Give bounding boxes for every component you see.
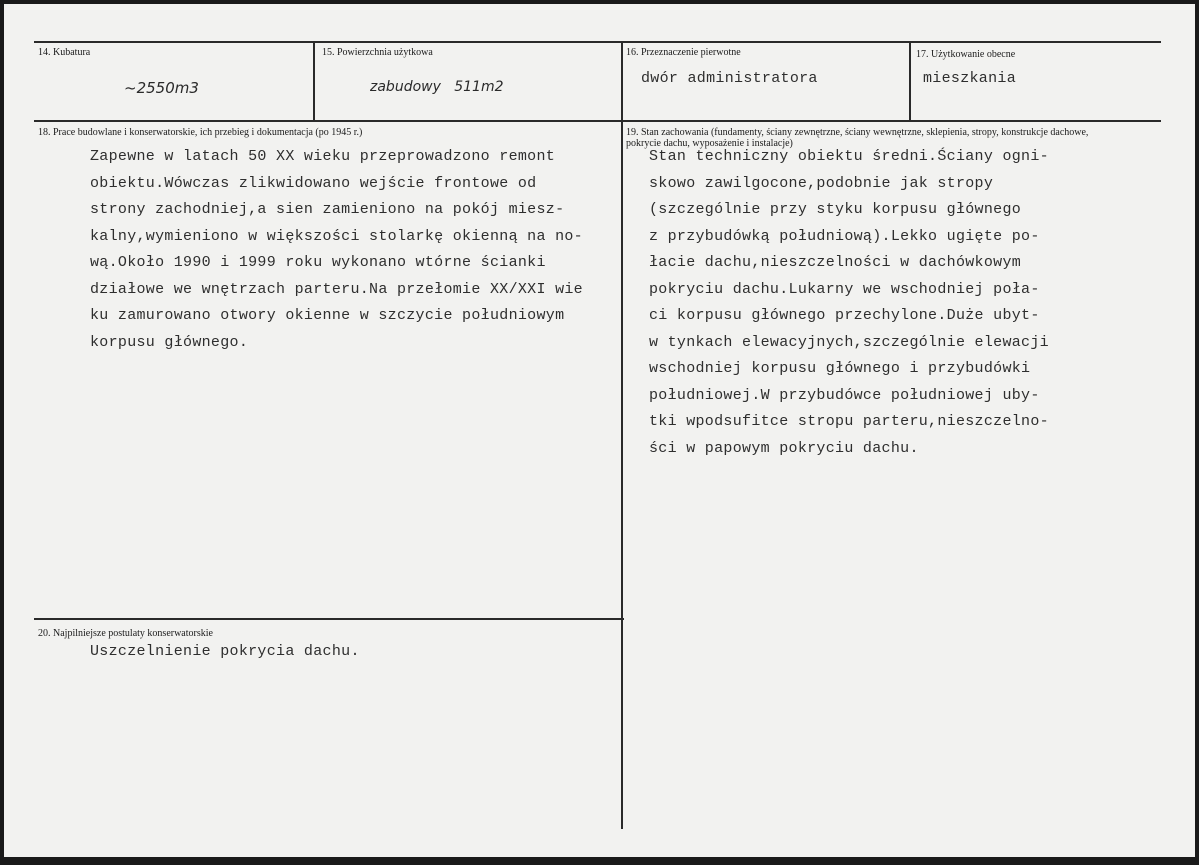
- field-20-value: Uszczelnienie pokrycia dachu.: [90, 643, 360, 660]
- field-20-label: 20. Najpilniejsze postulaty konserwatorskie: [38, 628, 213, 639]
- field-18-text: [90, 144, 583, 356]
- header-bottom-rule: [34, 120, 1161, 122]
- field-18-line: Zapewne w latach 50 XX wieku przeprowadzono remont: [90, 148, 556, 165]
- field-14-value: ~2550m3: [124, 79, 199, 97]
- field-19-line: łacie dachu,nieszczelności w dachówkowym: [649, 254, 1022, 271]
- inventory-card: [4, 4, 1195, 857]
- field-18-line: wą.Około 1990 i 1999 roku wykonano wtórne ścianki: [90, 254, 546, 271]
- field-17-label: 17. Użytkowanie obecne: [916, 49, 1016, 60]
- field-19-label-line2: pokrycie dachu, wyposażenie i instalacje): [626, 138, 793, 149]
- field-14-label: 14. Kubatura: [38, 47, 91, 58]
- field-19-line: w tynkach elewacyjnych,szczególnie elewacji: [649, 333, 1049, 351]
- divider-main: [621, 41, 623, 829]
- section-20-rule: [34, 618, 624, 620]
- field-19-line: wschodniej korpusu głównego i przybudówki: [649, 360, 1031, 377]
- field-19-line: ci korpusu głównego przechylone.Duże ubyt-: [649, 307, 1040, 324]
- field-19-text: [649, 144, 1049, 462]
- field-19-line: Stan techniczny obiektu średni.Ściany ogni-: [649, 148, 1049, 165]
- field-19-line: tki wpodsufitce stropu parteru,nieszczelno-: [649, 413, 1049, 430]
- field-18-line: korpusu głównego.: [90, 333, 249, 351]
- field-19-line: południowej.W przybudówce południowej uby-: [649, 386, 1040, 404]
- field-18-line: obiektu.Wówczas zlikwidowano wejście frontowe od: [90, 174, 537, 192]
- divider-16-17: [909, 41, 911, 122]
- field-19-line: ści w papowym pokryciu dachu.: [649, 439, 919, 457]
- field-15-value: zabudowy 511m2: [370, 79, 504, 95]
- field-16-label: 16. Przeznaczenie pierwotne: [626, 47, 741, 58]
- field-17-value: mieszkania: [923, 70, 1017, 87]
- field-19-label-line1: 19. Stan zachowania (fundamenty, ściany zewnętrzne, ściany wewnętrzne, sklepienia, stropy, konstrukcje dachowe,: [626, 127, 1089, 138]
- field-18-line: strony zachodniej,a sien zamieniono na pokój miesz-: [90, 201, 565, 218]
- field-18-label: 18. Prace budowlane i konserwatorskie, ich przebieg i dokumentacja (po 1945 r.): [38, 127, 363, 138]
- field-19-line: skowo zawilgocone,podobnie jak stropy: [649, 174, 994, 192]
- field-16-value: dwór administratora: [641, 70, 818, 87]
- field-18-line: kalny,wymieniono w większości stolarkę okienną na no-: [90, 227, 583, 245]
- divider-14-15: [313, 41, 315, 122]
- field-18-line: działowe we wnętrzach parteru.Na przełomie XX/XXI wie: [90, 280, 583, 298]
- field-19-line: (szczególnie przy styku korpusu głównego: [649, 201, 1022, 218]
- field-19-line: pokryciu dachu.Lukarny we wschodniej poła-: [649, 280, 1040, 298]
- field-18-line: ku zamurowano otwory okienne w szczycie południowym: [90, 307, 565, 324]
- field-15-label: 15. Powierzchnia użytkowa: [322, 47, 433, 58]
- field-19-line: z przybudówką południową).Lekko ugięte po-: [649, 227, 1040, 245]
- top-rule: [34, 41, 1161, 43]
